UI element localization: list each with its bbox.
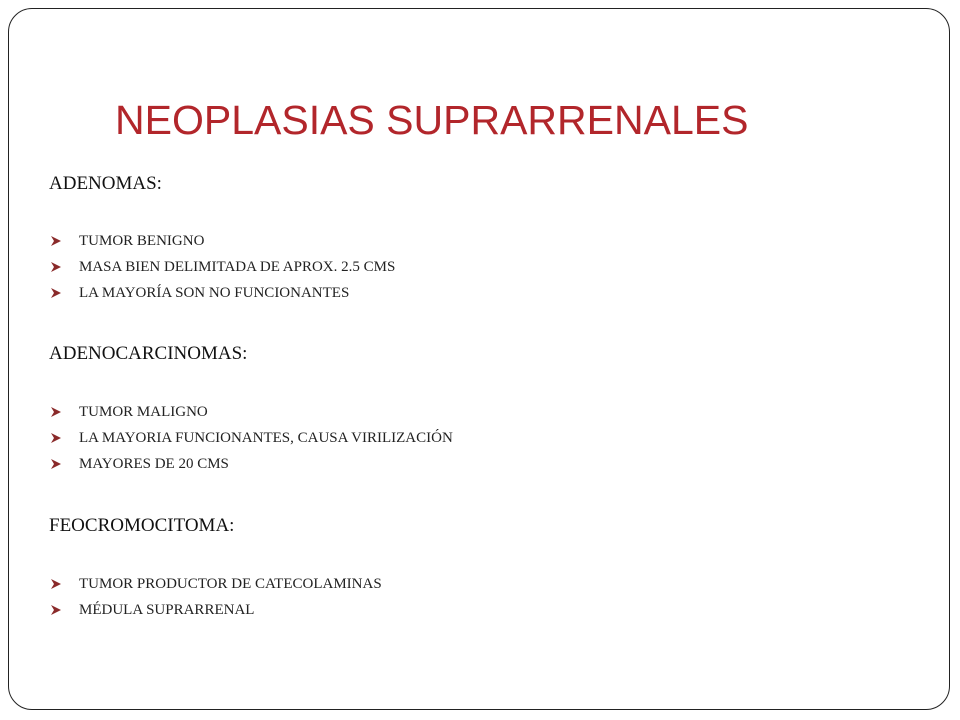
section-heading-feocromocitoma: FEOCROMOCITOMA: xyxy=(49,515,235,536)
arrow-bullet-icon xyxy=(51,236,61,246)
bullet-list-adenomas xyxy=(49,228,395,306)
bullet-item xyxy=(49,399,453,425)
section-heading-adenomas: ADENOMAS: xyxy=(49,173,162,194)
bullet-item xyxy=(49,451,453,477)
bullet-item xyxy=(49,425,453,451)
bullet-text: LA MAYORÍA SON NO FUNCIONANTES xyxy=(79,285,350,301)
slide-title: NEOPLASIAS SUPRARRENALES xyxy=(115,97,749,143)
bullet-text: TUMOR MALIGNO xyxy=(79,404,208,420)
bullet-item xyxy=(49,280,395,306)
arrow-bullet-icon xyxy=(51,605,61,615)
bullet-item xyxy=(49,254,395,280)
section-heading-adenocarcinomas: ADENOCARCINOMAS: xyxy=(49,343,248,364)
bullet-item xyxy=(49,228,395,254)
bullet-item xyxy=(49,597,382,623)
bullet-text: MASA BIEN DELIMITADA DE APROX. 2.5 CMS xyxy=(79,259,396,275)
arrow-bullet-icon xyxy=(51,262,61,272)
bullet-text: MÉDULA SUPRARRENAL xyxy=(79,602,255,618)
arrow-bullet-icon xyxy=(51,288,61,298)
bullet-text: TUMOR PRODUCTOR DE CATECOLAMINAS xyxy=(79,576,382,592)
bullet-text: MAYORES DE 20 CMS xyxy=(79,456,229,472)
bullet-list-adenocarcinomas xyxy=(49,399,453,477)
bullet-item xyxy=(49,571,382,597)
arrow-bullet-icon xyxy=(51,459,61,469)
arrow-bullet-icon xyxy=(51,407,61,417)
arrow-bullet-icon xyxy=(51,579,61,589)
bullet-list-feocromocitoma xyxy=(49,571,382,623)
bullet-text: LA MAYORIA FUNCIONANTES, CAUSA VIRILIZACIÓN xyxy=(79,430,453,446)
bullet-text: TUMOR BENIGNO xyxy=(79,233,205,249)
arrow-bullet-icon xyxy=(51,433,61,443)
slide xyxy=(8,8,950,710)
